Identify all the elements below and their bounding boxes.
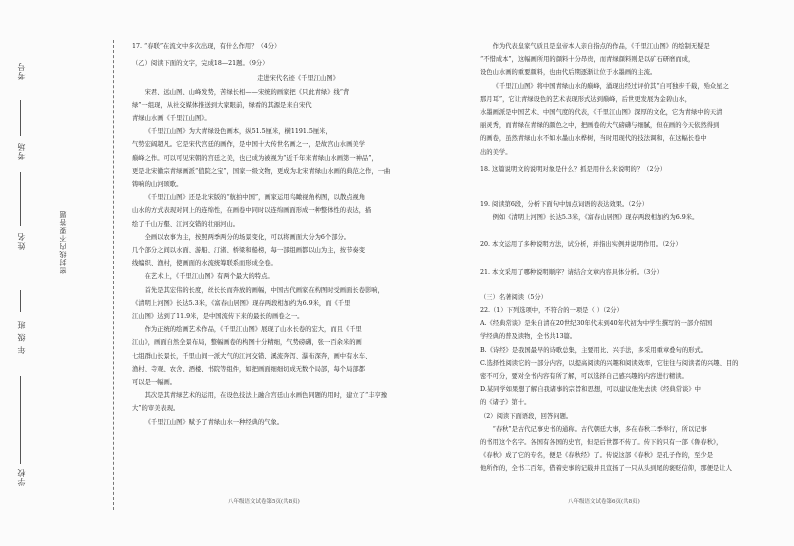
right-column <box>480 40 770 476</box>
passage-line: 设色山水画的重要颜料，也由代后期逐渐让位于水墨画的主流。 <box>480 69 657 77</box>
passage-line: 在艺术上，《千里江山图》有两个最大的特点。 <box>144 273 274 281</box>
passage-line: 山水的方式表现对同上的连绵性，在画卷中同时以连绵画面形成一种整体性的表达，描 <box>132 207 372 215</box>
passage-line: 作为正统的绘画艺术作品，《千里江山图》展现了山水长卷的宏大，而且《千里 <box>144 326 362 334</box>
question-22: 22.（1）下列选项中，不符合的一项是（ ）（2分） <box>480 307 623 315</box>
option-d: D.某同学如果想了解自我诸事的宗旨和思想，可以建议他先去读《经典常谈》中 <box>480 386 701 394</box>
seat-label: 考号 <box>17 62 26 80</box>
excerpt-line: “春秋”是古代记事史书的通称。古代朝廷大事，多在春秋二季举行，所以记事 <box>492 425 707 433</box>
passage-title: 走进宋代名迹《千里江山图》 <box>257 75 339 83</box>
passage-line: 铸响的山河颂歌。 <box>132 181 183 189</box>
school-label: 学校 <box>17 468 26 486</box>
option-c: C.选择性阅读它的一部分内容，以提高阅读的兴趣和阅读效率，它往往与阅读者的兴趣、目的 <box>480 359 739 367</box>
passage-line: 七组群山长景长，千里山间一派大气的江河交错、溪流奔泻、瀑布深奔，画中有水车、 <box>132 352 372 360</box>
passage-line: 青绿山水画《千里江山图》。 <box>132 115 211 123</box>
passage-line: “不惜成本”，这幅画所用的颜料十分昂贵，而青绿颜料则是以矿石研磨而成， <box>480 56 695 64</box>
grade-class-label: 年 级 班 <box>17 320 26 355</box>
passage-line: 绘了千山万壑、江河交错的壮丽河山。 <box>132 220 240 228</box>
exam-room-label: 考场 <box>17 142 26 160</box>
left-column <box>132 40 464 429</box>
passage-line: 全画以农事为主，按照两季两分的场景变化，可以将画面大分为6个部分。 <box>144 233 351 241</box>
seal-note: 密封线内不要答题 <box>59 210 67 274</box>
passage-line: 《千里江山图》将中国青绿山水的巅峰，涌现出经过评价其“自可独步千载，殆众星之 <box>492 82 729 90</box>
excerpt-line: 《春秋》成了它的专名，便是《春秋经》了。传说这部《春秋》是孔子作的，至少是 <box>480 452 713 460</box>
question-21: 21. 本文采用了哪种说明顺序？请结合文章内容具体分析。（3分） <box>480 268 663 276</box>
name-line <box>20 172 21 226</box>
passage-line: 可以是一幅画。 <box>132 379 177 387</box>
passage-line: 首先是其宏伟的长度，丝长长而奔放的画幅，中国古代画家在构图时受画面长卷影响， <box>144 286 384 294</box>
passage-line: 线编织、渔村，使画面的水流统筹联系而形成全卷。 <box>132 260 277 268</box>
question-20: 20. 本文运用了多种说明方法，试分析，并指出实例并说明作用。（2分） <box>480 241 682 249</box>
option-c-cont: 密不可分，要对全书内容有所了解，可以选择自己感兴趣的内容进行精读。 <box>480 373 688 381</box>
question-22-2: （2）阅读下面语段，回答问题。 <box>480 412 573 420</box>
option-a-cont: 学经典的普及读物，全书共13篇。 <box>480 333 577 341</box>
passage-line: 水墨画派是中国艺术、中国气度的代表，《千里江山图》深厚的文化，它为青绿中的天清 <box>480 109 723 117</box>
passage-line: 其次是其青绿艺术的运用，在设色技法上融合宫廷山水画色同题的用时，建立了“丰亨豫 <box>144 392 388 400</box>
passage-line: 渔村、寺观、农舍、酒楼、书院等组件，如把画面细细切成无数个局部，每个局部都 <box>132 365 365 373</box>
passage-line: 作为代表皇家气质且是皇帝本人亲自指点的作品，《千里江山图》的绘制无疑是 <box>492 43 710 50</box>
option-a: A.《经典常谈》是朱自清在20世纪30年代末到40年代初为中学生撰写的一部介绍国 <box>480 320 713 328</box>
passage-line: 出的美学。 <box>480 148 512 156</box>
section-3-heading: （三）名著阅读（5分） <box>480 293 547 301</box>
passage-line: 《千里江山图》赋予了青绿山水一种经典的气象。 <box>144 418 284 426</box>
passage-line: 丽灵秀，而青绿在青绿的颜色之中，把画卷的大气磅礴与细腻，但在画的今天依然得到 <box>480 122 720 130</box>
question-18: 18. 这篇说明文的说明对象是什么？抓是用什么来说明的？（2分） <box>480 165 667 173</box>
passage-line: 江山图》达到了11.9米，是中国流传下来的最长的画卷之一。 <box>132 313 304 321</box>
right-page-footer: 八年级语文试卷第6页(共8页) <box>568 499 640 505</box>
passage-line: 气势宏阔超凡。它是宋代宫廷的画作，是中国十大传世名画之一，是故宫山水画美学 <box>132 141 365 149</box>
question-17: 17. “春联”在流文中多次出现，有什么作用？（4分） <box>132 43 281 50</box>
name-label: 姓名 <box>17 232 26 250</box>
school-line <box>20 376 21 464</box>
excerpt-line: 他所作的，全书二百年，借着史事的记载并且宣扬了一只从头到尾的褒贬信仰，那便是让人 <box>480 465 732 473</box>
passage-line: 更是北宋徽宗青绿画派“值院之宝”，国家一级文物，更成为北宋青绿山水画的典范之作，一曲 <box>132 167 391 175</box>
passage-line: 几个部分之间以水面、游船、汀渚、桥梁和船榜，每一部组画都以山为主，按节奏变 <box>132 247 365 255</box>
passage-line: 《千里江山图》还是北宋版的“航拍中国”，画家运用鸟瞰视角构图，以散点视角 <box>144 194 366 202</box>
option-b: B.《诗经》是我国最早的诗歌总集，主要用比、兴手法，多采用重章叠句的形式。 <box>480 346 708 354</box>
left-page-footer: 八年级语文试卷第5页(共8页) <box>228 499 300 505</box>
passage-line: 的画卷，虽然青绿山水不如水墨山水桦树，当时用现代的技法调和，在这幅长卷中 <box>480 135 707 143</box>
passage-line: 大”的审美表现。 <box>132 405 180 413</box>
seal-line <box>113 40 114 510</box>
binding-margin <box>0 0 124 546</box>
passage-line: 江山》，画面自然全景布局，整幅画卷的构图十分精细，气势磅礴，张一百余米的画 <box>132 339 362 347</box>
option-d-cont: 的《诸子》第十。 <box>480 399 531 407</box>
passage-line: 宋君、远山图、山峰发势，苦绿长相——宋统的画家把《只此青绿》线“背 <box>144 88 350 96</box>
passage-line: 绿”一组现，从社交媒体推送到大家眼前，绿看的其源是来自宋代 <box>132 101 312 109</box>
question-19-quote: 例如《清明上河图》长达5.3米，《富春山居图》现存两段相加约为6.9米。 <box>492 214 699 222</box>
question-19: 19. 阅读第6段，分析下面句中加点词语的表达效果。（2分） <box>480 201 649 209</box>
passage-line: 《千里江山图》为大青绿设色画本，纵51.5厘米，横1191.5厘米， <box>144 128 332 136</box>
excerpt-line: 的书用这个名字。各国有各国的史官，但是后世都不传了。传下的只有一部《鲁春秋》， <box>480 439 723 447</box>
passage-line: 《清明上河图》长达5.3米，《富春山居图》现存两段相加约为6.9米，而《千里 <box>132 299 351 307</box>
passage-line: 巅峰之作。可以可见宋朝的宫廷之美，也已成为被视为“近千年来青绿山水画第一神品”， <box>132 154 378 162</box>
grade-line <box>20 290 21 312</box>
passage-line: 那月耳”，它让青绿设色的艺术表现形式达到巅峰，后世更发展为金碧山水， <box>480 95 692 103</box>
exam-room-line <box>20 100 21 136</box>
section-b-heading: （乙）阅读下面的文字，完成18—21题。（9分） <box>132 60 269 68</box>
